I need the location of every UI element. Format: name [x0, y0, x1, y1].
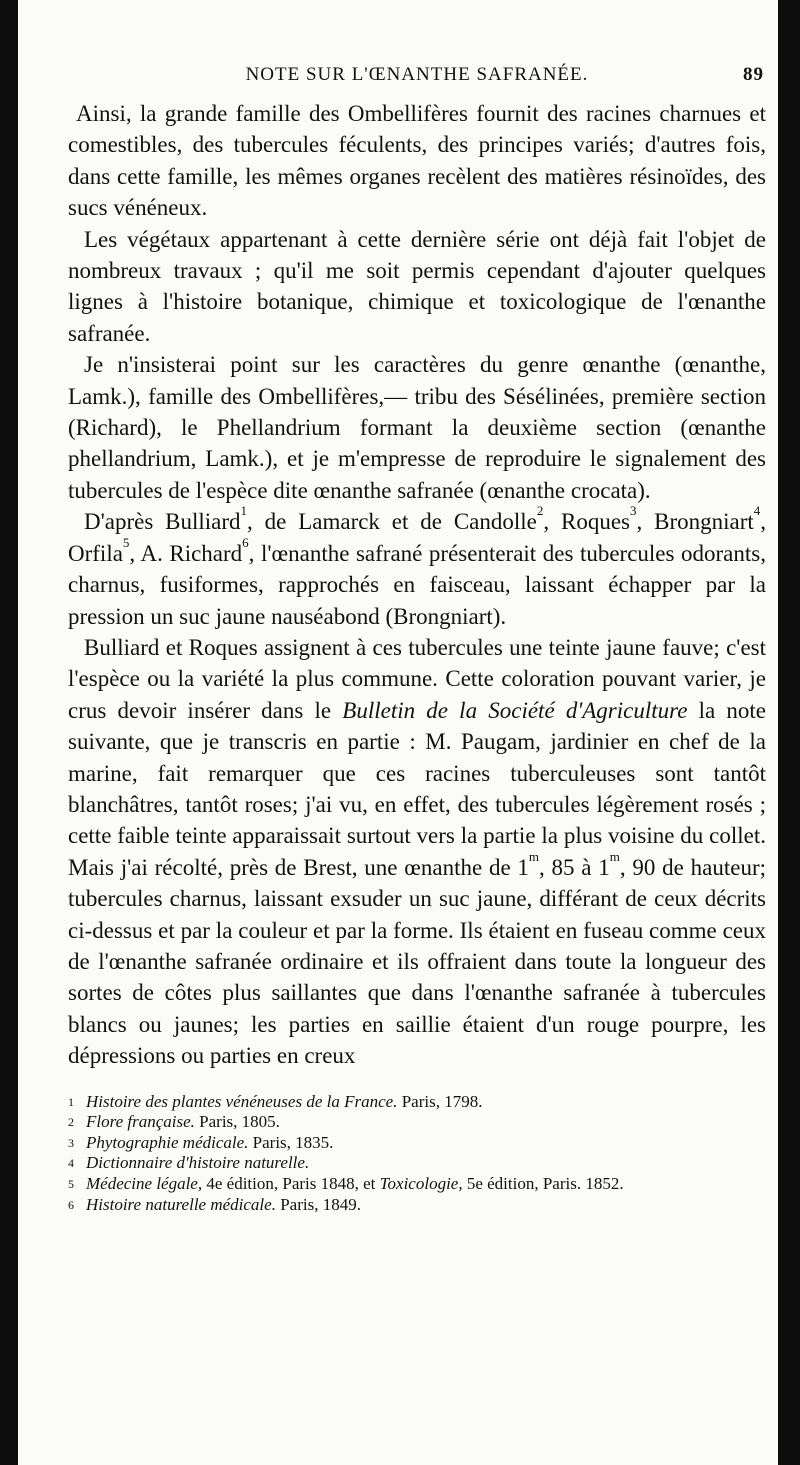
- p4-text-7: , l'œnanthe safrané présenterait des tubercules odorants, charnus, fusiformes, rapprochés en faisceau, laissant échapper par la pression un suc jaune nauséabond (Brongniart).: [68, 540, 766, 629]
- footnote-ref-4: 4: [753, 503, 761, 519]
- footnote-rest: Paris, 1798.: [397, 1091, 483, 1111]
- p4-text-1: D'après Bulliard: [84, 509, 241, 535]
- footnote-ref-5: 5: [122, 534, 130, 550]
- page-number: 89: [743, 64, 764, 85]
- page-content: [68, 58, 766, 1215]
- footnote-number: 4: [68, 1156, 74, 1171]
- paragraph-2: Les végétaux appartenant à cette dernière série ont déjà fait l'objet de nombreux travaux ; qu'il me soit permis cependant d'ajouter quelques lignes à l'histoire botanique, chimique et toxicologique de l'œnanthe safranée.: [68, 226, 766, 346]
- p5-text-1: Bulliard et Roques assignent à ces tubercules une teinte jaune fauve; c'est l'espèce ou la variété la plus commune. Cette coloration pouvant varier, je crus devoir insérer dans le: [68, 634, 766, 723]
- footnote-number: 1: [68, 1094, 74, 1109]
- footnote-title: Histoire des plantes vénéneuses de la France.: [86, 1091, 398, 1111]
- footnote-title: Flore française.: [86, 1112, 195, 1132]
- footnote-ref-2: 2: [536, 503, 544, 519]
- body-text: [68, 98, 766, 1072]
- footnote-number: 6: [68, 1197, 74, 1212]
- footnote-rest: Paris, 1805.: [194, 1112, 280, 1132]
- footnote-3: [68, 1133, 766, 1154]
- footnote-title: Phytographie médicale.: [86, 1132, 249, 1152]
- p5-text-4: , 90 de hauteur; tubercules charnus, laissant exsuder un suc jaune, différant de ceux décrits ci-dessus et par la couleur et par la forme. Ils étaient en fuseau comme ceux de l'œnanthe safranée ordinaire et ils offraient dans toute la longueur des sortes de côtes plus saillantes que dans l'œnanthe safranée à tubercules blancs ou jaunes; les parties en saillie étaient d'un rouge pourpre, les dépressions ou parties en creux: [68, 854, 766, 1069]
- p5-text-2: la note suivante, que je transcris en partie : M. Paugam, jardinier en chef de la marine, fait remarquer que ces racines tuberculeuses sont tantôt blanchâtres, tantôt roses; j'ai vu, en effet, des tubercules légèrement rosés ; cette faible teinte apparaissait surtout vers la partie la plus voisine du collet. Mais j'ai récolté, près de Brest, une œnanthe de 1: [68, 697, 766, 880]
- p4-text-5: , Orfila: [68, 509, 767, 566]
- scan-border-left: [0, 0, 18, 1465]
- footnote-1: [68, 1092, 766, 1113]
- bulletin-title: Bulletin de la Société d'Agriculture: [342, 697, 688, 723]
- footnote-number: 2: [68, 1115, 74, 1130]
- p4-text-3: , Roques: [543, 509, 630, 535]
- footnote-title: Dictionnaire d'histoire naturelle.: [86, 1153, 310, 1173]
- footnote-5: [68, 1174, 766, 1195]
- footnote-rest-2: 5e édition, Paris. 1852.: [462, 1173, 624, 1193]
- unit-m-1: m: [528, 848, 540, 864]
- footnote-rest: Paris, 1835.: [248, 1132, 334, 1152]
- footnote-title-2: Toxicologie,: [379, 1173, 463, 1193]
- footnote-2: [68, 1112, 766, 1133]
- paragraph-5: [68, 632, 766, 1072]
- p4-text-4: , Brongniart: [636, 509, 754, 535]
- footnote-6: [68, 1195, 766, 1216]
- p4-text-2: , de Lamarck et de Candolle: [247, 509, 537, 535]
- footnote-title: Histoire naturelle médicale.: [86, 1194, 276, 1214]
- paragraph-3: Je n'insisterai point sur les caractères du genre œnanthe (œnanthe, Lamk.), famille des Ombellifères,— tribu des Sésélinées, première section (Richard), le Phellandrium formant la deuxième section (œnanthe phellandrium, Lamk.), et je m'empresse de reproduire le signalement des tubercules de l'espèce dite œnanthe safranée (œnanthe crocata).: [68, 352, 766, 503]
- unit-m-2: m: [609, 848, 620, 864]
- footnote-rest: 4e édition, Paris 1848, et: [202, 1173, 380, 1193]
- p5-text-3: , 85 à 1: [539, 854, 610, 880]
- running-title: NOTE SUR L'ŒNANTHE SAFRANÉE.: [245, 64, 589, 85]
- footnotes: [68, 1092, 766, 1216]
- footnote-ref-3: 3: [630, 503, 637, 519]
- footnote-number: 5: [68, 1176, 74, 1191]
- paragraph-4: [68, 503, 767, 632]
- footnote-ref-1: 1: [240, 503, 248, 519]
- footnote-rest: Paris, 1849.: [275, 1194, 361, 1214]
- footnote-number: 3: [68, 1135, 74, 1150]
- paragraph-1: Ainsi, la grande famille des Ombellifères fournit des racines charnues et comestibles, des tubercules féculents, des principes variés; d'autres fois, dans cette famille, les mêmes organes recèlent des matières résinoïdes, des sucs vénéneux.: [68, 101, 766, 221]
- footnote-title: Médecine légale,: [86, 1173, 203, 1193]
- running-header: [68, 58, 766, 98]
- footnote-ref-6: 6: [242, 534, 249, 550]
- scan-border-right: [778, 0, 800, 1465]
- footnote-4: [68, 1153, 766, 1174]
- p4-text-6: , A. Richard: [129, 540, 243, 566]
